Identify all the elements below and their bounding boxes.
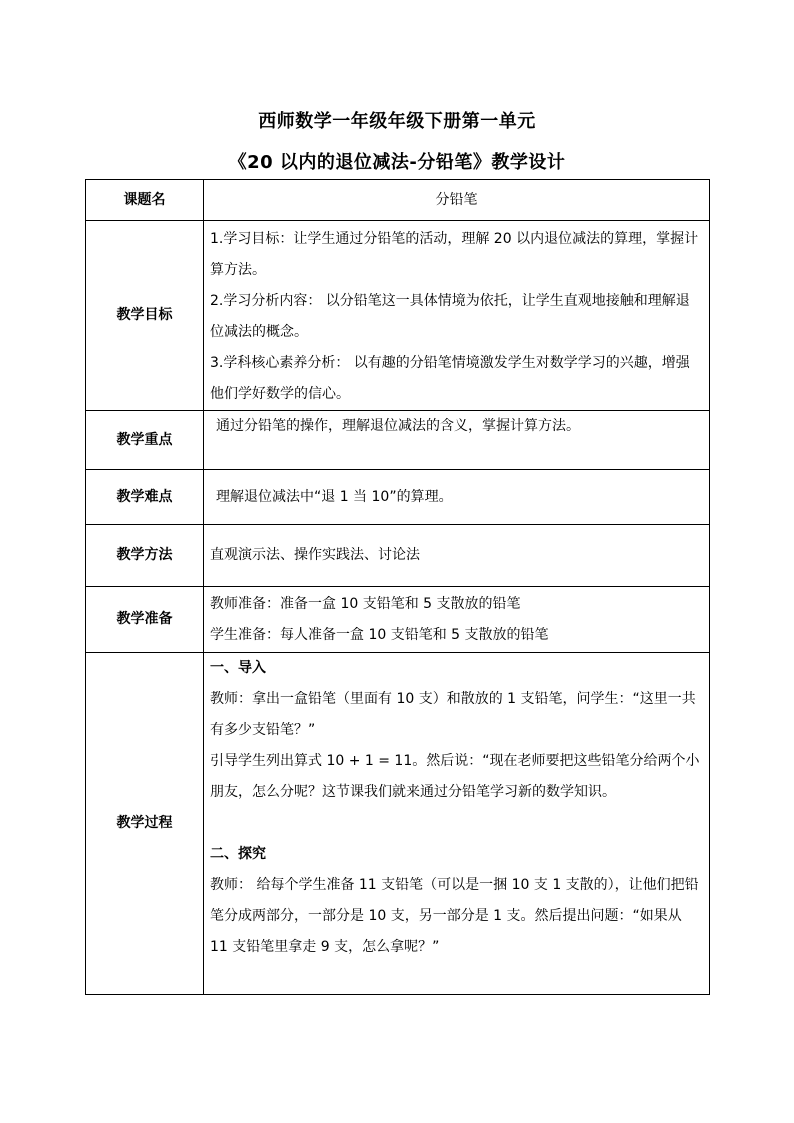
preparation-content: [204, 587, 710, 653]
process-paragraph: 教师： 给每个学生准备 11 支铅笔（可以是一捆 10 支 1 支散的），让他们把铅笔分成两部分，一部分是 10 支，另一部分是 1 支。然后提出问题：“如果从 11 支铅笔里拿走 9 支，怎么拿呢？”: [210, 877, 699, 955]
objectives-label: 教学目标: [86, 221, 204, 411]
document-subtitle: 《20 以内的退位减法-分铅笔》教学设计: [228, 152, 566, 173]
preparation-item: 教师准备：准备一盒 10 支铅笔和 5 支散放的铅笔: [210, 595, 521, 612]
methods-value: 直观演示法、操作实践法、讨论法: [204, 525, 710, 587]
objective-item: 3.学科核心素养分析： 以有趣的分铅笔情境激发学生对数学学习的兴趣，增强他们学好数学的信心。: [210, 355, 690, 402]
key-points-value: 通过分铅笔的操作，理解退位减法的含义，掌握计算方法。: [204, 411, 710, 470]
row-preparation: [86, 587, 710, 653]
process-label: 教学过程: [86, 653, 204, 995]
difficulties-label: 教学难点: [86, 470, 204, 525]
objectives-content: [204, 221, 710, 411]
objective-item: 2.学习分析内容： 以分铅笔这一具体情境为依托，让学生直观地接触和理解退位减法的概念。: [210, 293, 690, 340]
difficulties-value: 理解退位减法中“退 1 当 10”的算理。: [204, 470, 710, 525]
objective-item: 1.学习目标：让学生通过分铅笔的活动，理解 20 以内退位减法的算理，掌握计算方法。: [210, 231, 699, 278]
process-paragraph: 引导学生列出算式 10 + 1 = 11。然后说：“现在老师要把这些铅笔分给两个小朋友，怎么分呢？这节课我们就来通过分铅笔学习新的数学知识。: [210, 753, 700, 800]
row-process: [86, 653, 710, 995]
section-heading-intro: 一、导入: [210, 660, 266, 676]
row-difficulties: [86, 470, 710, 525]
topic-value: 分铅笔: [204, 180, 710, 221]
section-heading-explore: 二、探究: [210, 846, 266, 862]
row-key-points: [86, 411, 710, 470]
key-points-label: 教学重点: [86, 411, 204, 470]
document-title: 西师数学一年级年级下册第一单元: [258, 111, 536, 132]
process-content: [204, 653, 710, 995]
topic-label: 课题名: [86, 180, 204, 221]
process-paragraph: 教师：拿出一盒铅笔（里面有 10 支）和散放的 1 支铅笔，问学生：“这里一共有多少支铅笔？”: [210, 691, 696, 738]
row-methods: [86, 525, 710, 587]
blank-line: [210, 808, 703, 839]
methods-label: 教学方法: [86, 525, 204, 587]
preparation-label: 教学准备: [86, 587, 204, 653]
preparation-item: 学生准备：每人准备一盒 10 支铅笔和 5 支散放的铅笔: [210, 626, 549, 643]
row-objectives: [86, 221, 710, 411]
row-topic: [86, 180, 710, 221]
lesson-plan-table: [85, 179, 710, 995]
